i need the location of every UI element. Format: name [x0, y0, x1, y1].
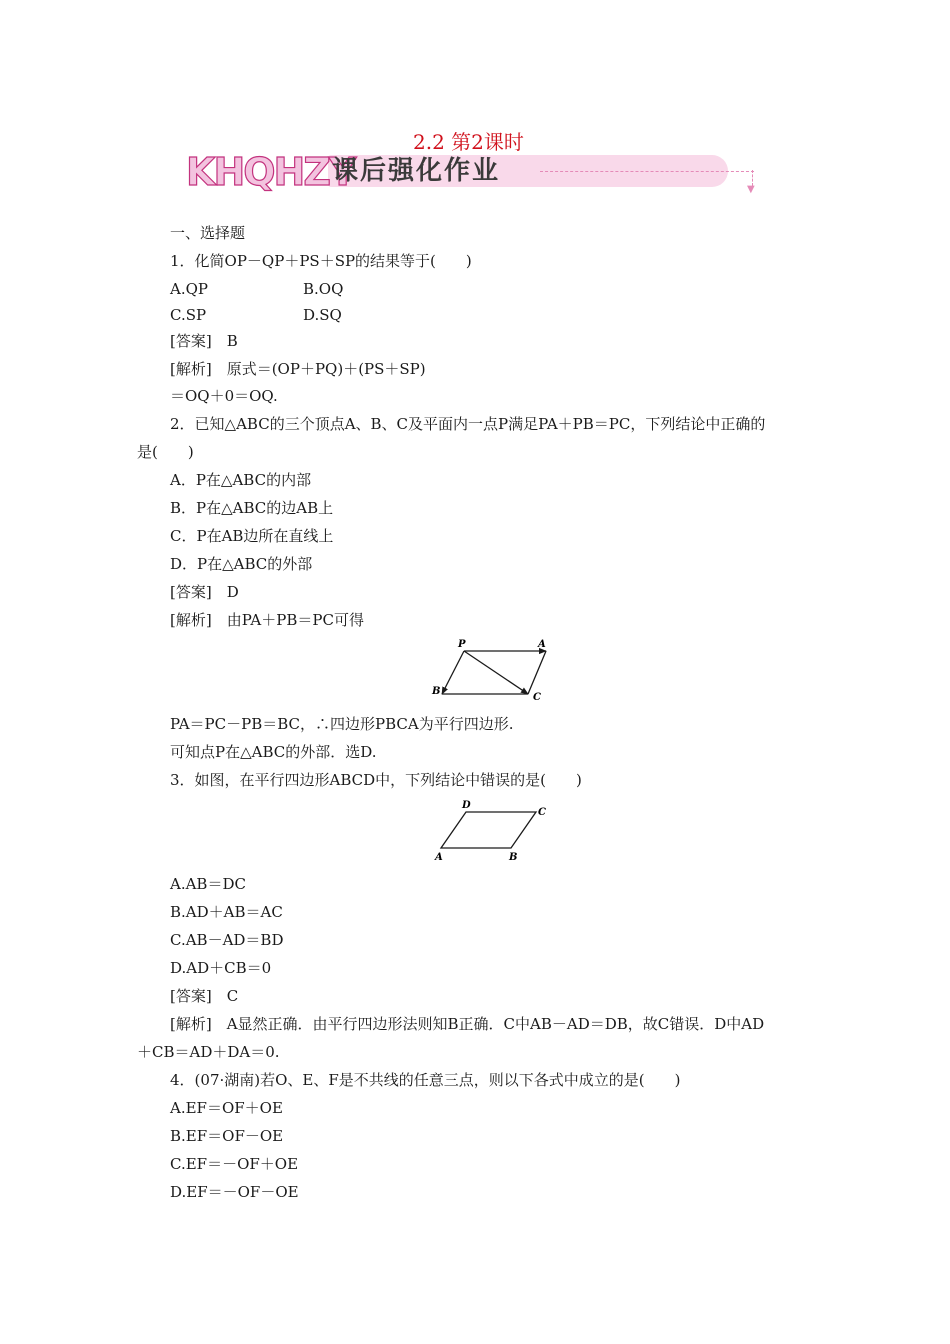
segment-ac: [528, 651, 546, 694]
q3-option-d: D.AD＋CB＝0: [170, 959, 272, 977]
q2-explanation-3: 可知点P在△ABC的外部．选D.: [170, 743, 377, 761]
banner-arrow-icon: ▼: [747, 184, 755, 195]
q1-explanation-2: ＝OQ＋0＝OQ.: [170, 387, 278, 405]
parallelogram-abcd: [441, 812, 536, 848]
label-p: P: [458, 639, 466, 650]
q1-explanation-1: [解析] 原式＝(OP＋PQ)＋(PS＋SP): [170, 360, 426, 378]
label-b: B: [509, 852, 518, 863]
parallelogram-pbca-figure: [430, 636, 555, 704]
label-a: A: [538, 639, 546, 650]
q1-option-d: D.SQ: [303, 306, 342, 324]
q2-option-a: A．P在△ABC的内部: [170, 471, 312, 489]
q3-explanation-2: ＋CB＝AD＋DA＝0.: [137, 1043, 280, 1061]
q2-stem-1: 2．已知△ABC的三个顶点A、B、C及平面内一点P满足PA＋PB＝PC，下列结论中正确的: [170, 415, 766, 433]
q3-option-c: C.AB－AD＝BD: [170, 931, 284, 949]
q1-option-a: A.QP: [170, 280, 208, 298]
banner-title: 课后强化作业: [332, 156, 501, 186]
label-d: D: [462, 800, 471, 811]
banner-logo-letters: KHQHZY: [186, 150, 355, 194]
q1-option-b: B.OQ: [303, 280, 344, 298]
q4-option-d: D.EF＝－OF－OE: [170, 1183, 299, 1201]
q4-option-b: B.EF＝OF－OE: [170, 1127, 284, 1145]
parallelogram-abcd-figure: [430, 798, 555, 864]
banner-dashed-line: [540, 171, 754, 172]
q2-explanation-1: [解析] 由PA＋PB＝PC可得: [170, 611, 364, 629]
q1-stem: 1．化简OP－QP＋PS＋SP的结果等于( ): [170, 252, 472, 270]
q4-option-c: C.EF＝－OF＋OE: [170, 1155, 299, 1173]
homework-banner: [186, 150, 766, 194]
q2-stem-2: 是( ): [137, 443, 194, 461]
label-b: B: [432, 686, 441, 697]
q4-option-a: A.EF＝OF＋OE: [170, 1099, 283, 1117]
q2-option-b: B．P在△ABC的边AB上: [170, 499, 334, 517]
q3-stem: 3．如图，在平行四边形ABCD中，下列结论中错误的是( ): [170, 771, 582, 789]
q2-option-c: C．P在AB边所在直线上: [170, 527, 334, 545]
q3-explanation-1: [解析] A显然正确．由平行四边形法则知B正确．C中AB－AD＝DB，故C错误．D中AD: [170, 1015, 765, 1033]
vector-pc: [464, 651, 528, 694]
lesson-title: 2.2 第2课时: [413, 130, 524, 154]
vector-pb: [442, 651, 464, 694]
q1-option-c: C.SP: [170, 306, 207, 324]
q2-answer: [答案] D: [170, 583, 239, 601]
label-c: C: [533, 692, 541, 703]
label-c: C: [538, 807, 546, 818]
q3-option-b: B.AD＋AB＝AC: [170, 903, 283, 921]
q1-answer: [答案] B: [170, 332, 238, 350]
q3-answer: [答案] C: [170, 987, 239, 1005]
q2-explanation-2: PA＝PC－PB＝BC，∴四边形PBCA为平行四边形.: [170, 715, 514, 733]
section-heading: 一、选择题: [170, 224, 246, 242]
label-a: A: [435, 852, 443, 863]
q4-stem: 4．(07·湖南)若O、E、F是不共线的任意三点，则以下各式中成立的是( ): [170, 1071, 681, 1089]
q3-option-a: A.AB＝DC: [170, 875, 246, 893]
q2-option-d: D．P在△ABC的外部: [170, 555, 313, 573]
